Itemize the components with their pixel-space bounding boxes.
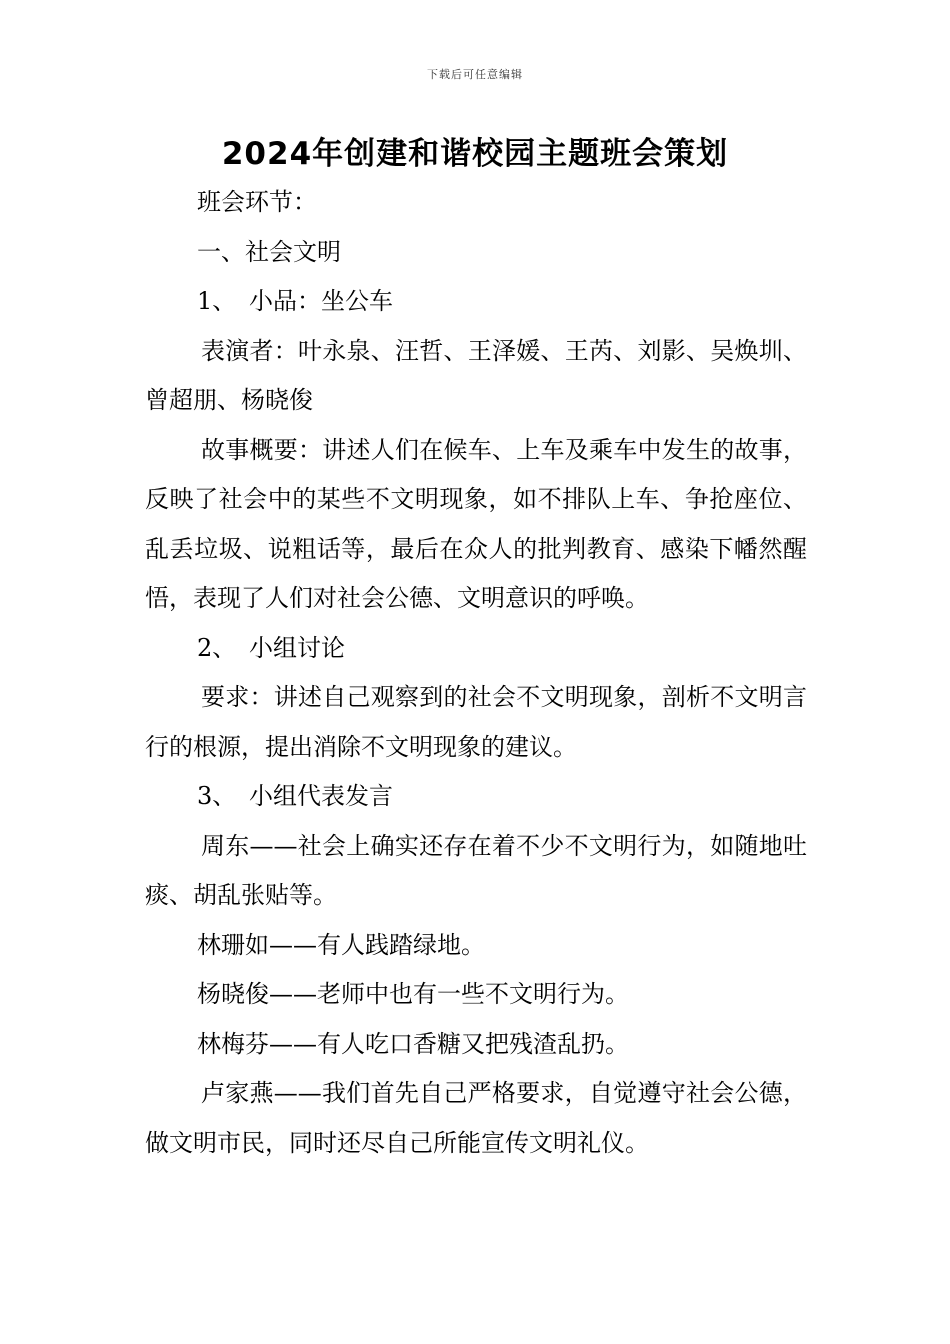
- header-note: 下载后可任意编辑: [427, 68, 523, 81]
- performers-paragraph: 表演者：叶永泉、汪哲、王泽媛、王芮、刘影、吴焕圳、曾超朋、杨晓俊: [145, 336, 807, 414]
- item-number-2: 2、: [197, 633, 237, 662]
- item-text-3: 小组代表发言: [249, 782, 393, 810]
- item-number-1: 1、: [197, 287, 237, 315]
- document-body: [145, 178, 807, 1168]
- section-intro: 班会环节：: [197, 188, 317, 216]
- speech-paragraph: 周东——社会上确实还存在着不少不文明行为，如随地吐痰、胡乱张贴等。: [145, 831, 807, 909]
- speech-paragraph: 杨晓俊——老师中也有一些不文明行为。: [197, 980, 629, 1008]
- item-heading-1: [145, 277, 807, 327]
- section-heading-1: 一、社会文明: [197, 237, 341, 266]
- speech-paragraph: 卢家燕——我们首先自己严格要求，自觉遵守社会公德，做文明市民，同时还尽自己所能宣传文明礼仪。: [145, 1079, 807, 1157]
- speech-paragraph: 林珊如——有人践踏绿地。: [197, 930, 485, 959]
- item-text-1: 小品：坐公车: [249, 287, 393, 315]
- item-heading-2: [145, 624, 807, 674]
- page-title: 2024年创建和谐校园主题班会策划: [221, 136, 729, 172]
- requirements-paragraph: 要求：讲述自己观察到的社会不文明现象，剖析不文明言行的根源，提出消除不文明现象的建议。: [145, 683, 807, 761]
- speech-paragraph: 林梅芬——有人吃口香糖又把残渣乱扔。: [197, 1029, 629, 1058]
- story-summary-paragraph: 故事概要：讲述人们在候车、上车及乘车中发生的故事，反映了社会中的某些不文明现象，如不排队上车、争抢座位、乱丢垃圾、说粗话等，最后在众人的批判教育、感染下幡然醒悟，表现了人们对社会公德、文明意识的呼唤。: [145, 435, 807, 612]
- item-heading-3: [145, 772, 807, 822]
- item-text-2: 小组讨论: [249, 633, 345, 662]
- item-number-3: 3、: [197, 782, 237, 810]
